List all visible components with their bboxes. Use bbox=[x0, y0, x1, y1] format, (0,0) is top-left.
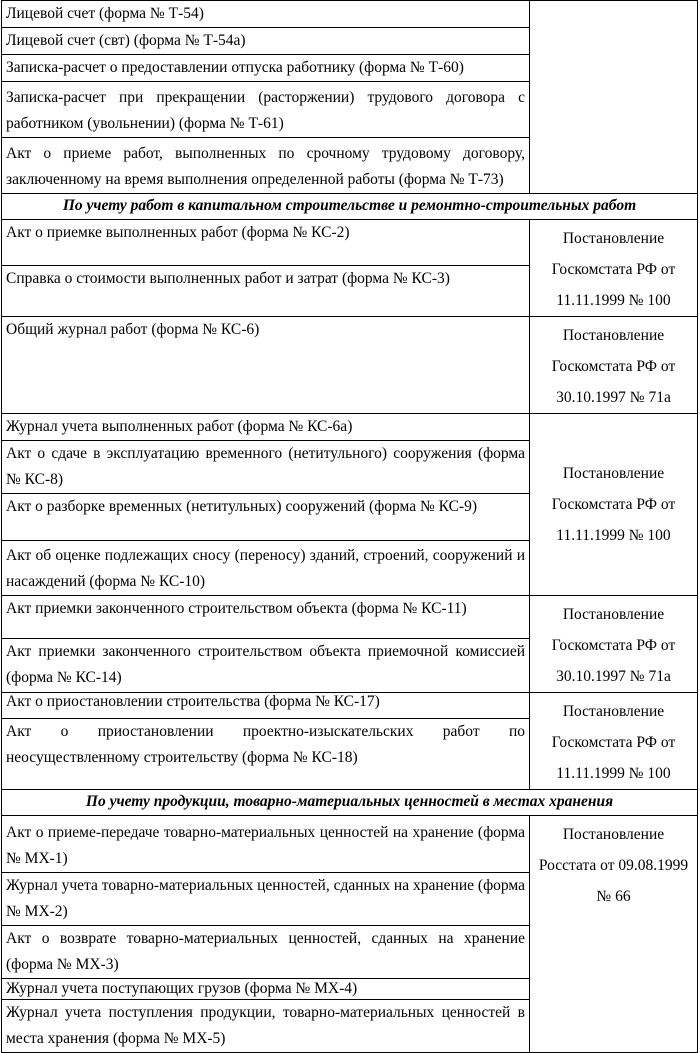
section-row bbox=[2, 194, 698, 220]
form-name: Акт об оценке подлежащих сносу (переносу) зданий, строений, сооружений и насаждений (форма № КС-10) bbox=[2, 541, 530, 596]
form-name: Журнал учета выполненных работ (форма № КС-6а) bbox=[2, 414, 530, 441]
form-name: Лицевой счет (свт) (форма № Т-54а) bbox=[2, 28, 530, 55]
regulation-reference: Постановление Госкомстата РФ от 30.10.1997 № 71а bbox=[530, 596, 698, 693]
form-name: Акт о приостановлении строительства (форма № КС-17) bbox=[2, 693, 530, 719]
form-name: Акт о приемке выполненных работ (форма № КС-2) bbox=[2, 220, 530, 266]
form-name: Акт о разборке временных (нетитульных) сооружений (форма № КС-9) bbox=[2, 494, 530, 541]
section-heading: По учету продукции, товарно-материальных ценностей в местах хранения bbox=[2, 790, 698, 816]
table-row bbox=[2, 220, 698, 266]
form-name: Акт о приеме-передаче товарно-материальных ценностей на хранение (форма № МХ-1) bbox=[2, 816, 530, 873]
form-name: Справка о стоимости выполненных работ и затрат (форма № КС-3) bbox=[2, 266, 530, 317]
table-row bbox=[2, 414, 698, 441]
regulation-reference: Постановление Госкомстата РФ от 11.11.1999 № 100 bbox=[530, 693, 698, 790]
regulation-reference: Постановление Росстата от 09.08.1999 № 66 bbox=[530, 816, 698, 1053]
form-name: Записка-расчет при прекращении (расторжении) трудового договора с работником (увольнении) (форма № Т-61) bbox=[2, 82, 530, 138]
table-row bbox=[2, 816, 698, 873]
regulation-cell-empty bbox=[530, 1, 698, 194]
regulation-reference: Постановление Госкомстата РФ от 11.11.1999 № 100 bbox=[530, 414, 698, 596]
form-name: Лицевой счет (форма № Т-54) bbox=[2, 1, 530, 28]
form-name: Общий журнал работ (форма № КС-6) bbox=[2, 317, 530, 414]
form-name: Акт о сдаче в эксплуатацию временного (нетитульного) сооружения (форма № КС-8) bbox=[2, 441, 530, 494]
form-name: Акт о приостановлении проектно-изыскательских работ по неосуществленному строительству (форма № КС-18) bbox=[2, 718, 530, 789]
form-name: Акт приемки законченного строительством объекта (форма № КС-11) bbox=[2, 596, 530, 639]
form-name: Записка-расчет о предоставлении отпуска работнику (форма № Т-60) bbox=[2, 55, 530, 82]
regulation-reference: Постановление Госкомстата РФ от 11.11.1999 № 100 bbox=[530, 220, 698, 317]
form-name: Журнал учета поступления продукции, товарно-материальных ценностей в места хранения (форма № МХ-5) bbox=[2, 1000, 530, 1053]
table-row bbox=[2, 693, 698, 719]
table-row bbox=[2, 317, 698, 414]
regulation-reference: Постановление Госкомстата РФ от 30.10.1997 № 71а bbox=[530, 317, 698, 414]
form-name: Журнал учета поступающих грузов (форма № МХ-4) bbox=[2, 979, 530, 1000]
form-name: Журнал учета товарно-материальных ценностей, сданных на хранение (форма № МХ-2) bbox=[2, 873, 530, 926]
table-row bbox=[2, 596, 698, 639]
table-row bbox=[2, 1, 698, 28]
forms-table bbox=[1, 0, 698, 1053]
form-name: Акт приемки законченного строительством объекта приемочной комиссией (форма № КС-14) bbox=[2, 639, 530, 693]
form-name: Акт о приеме работ, выполненных по срочному трудовому договору, заключенному на время выполнения определенной работы (форма № Т-73) bbox=[2, 138, 530, 194]
section-heading: По учету работ в капитальном строительстве и ремонтно-строительных работ bbox=[2, 194, 698, 220]
form-name: Акт о возврате товарно-материальных ценностей, сданных на хранение (форма № МХ-3) bbox=[2, 926, 530, 979]
section-row bbox=[2, 790, 698, 816]
